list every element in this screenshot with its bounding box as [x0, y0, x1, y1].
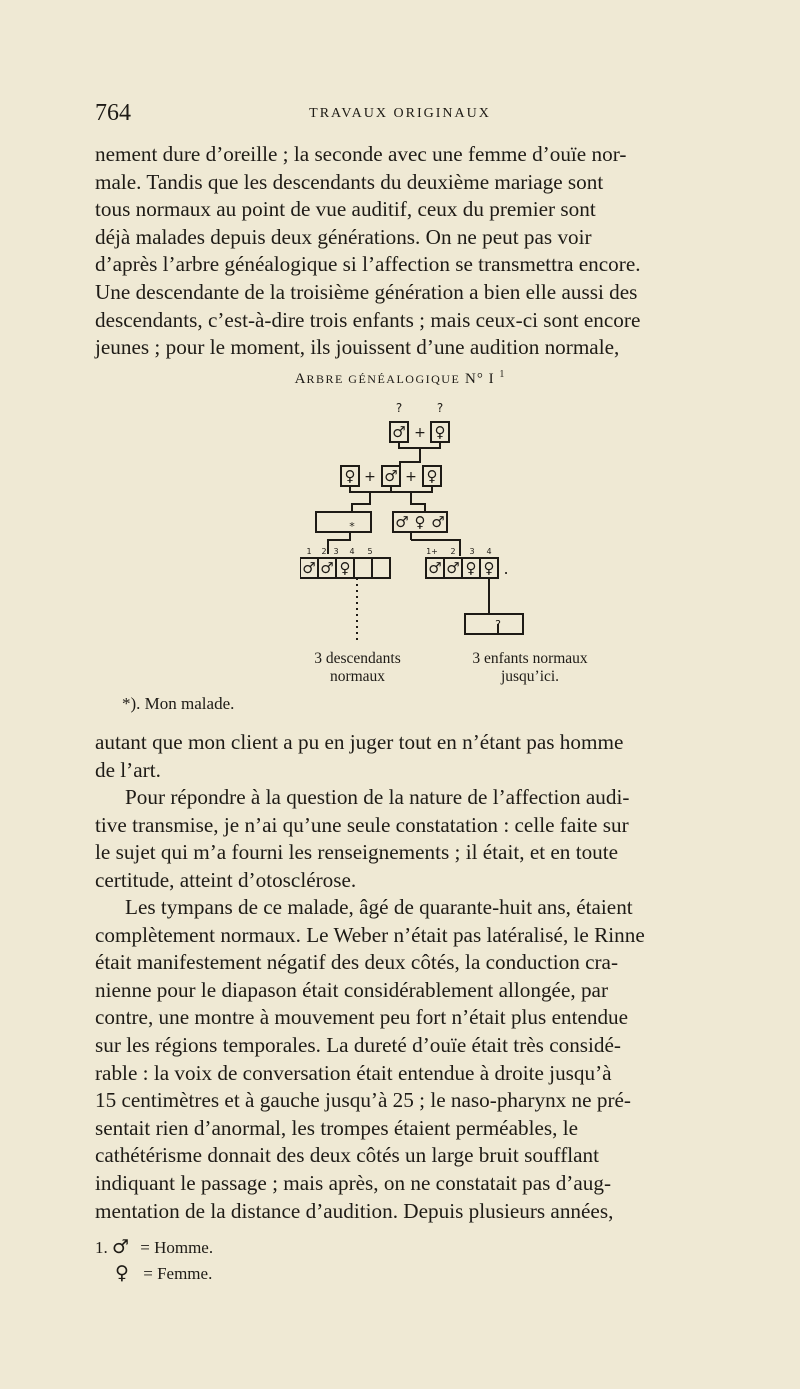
gen3-children-box-left — [316, 512, 371, 532]
tree-title-initial: A — [294, 371, 307, 387]
child-number: 3 — [333, 547, 339, 556]
unknown-mark: ? — [395, 401, 403, 415]
text-line: sur les régions temporales. La dureté d’ouïe était très considé- — [95, 1032, 621, 1057]
page-number: 764 — [95, 100, 131, 126]
footnote-number: 1. — [95, 1238, 108, 1257]
child-number: 4 — [486, 547, 492, 556]
male-icon: ♂ — [428, 559, 442, 577]
footnote-male — [95, 1236, 213, 1258]
text-line: déjà malades depuis deux générations. On ne peut pas voir — [95, 224, 592, 249]
text-line: mentation de la distance d’audition. Depuis plusieurs années, — [95, 1198, 614, 1223]
gen3-left-stem — [328, 532, 350, 554]
tree-title-footnote-ref: 1 — [499, 369, 506, 380]
plus-sign: + — [405, 469, 417, 485]
text-line: tive transmise, je n’ai qu’une seule constatation : celle faite sur — [95, 812, 629, 837]
caption-line: jusqu’ici. — [500, 668, 560, 685]
text-line: complètement normaux. Le Weber n’était pas latéralisé, le Rinne — [95, 922, 645, 947]
tree-title-number: N° I — [465, 371, 495, 387]
child-number: 3 — [469, 547, 475, 556]
footnote-female — [115, 1262, 212, 1284]
paragraph-4 — [95, 894, 705, 1225]
male-icon: ♂ — [446, 559, 460, 577]
unknown-mark: ? — [436, 401, 444, 415]
text-line: le sujet qui m’a fourni les renseignements ; il était, et en toute — [95, 840, 619, 865]
text-line: de l’art. — [95, 757, 161, 782]
text-line: indiquant le passage ; mais après, on ne constatait pas d’aug- — [95, 1170, 612, 1195]
female-icon: ♀ — [344, 467, 356, 485]
male-icon: ♂ — [392, 423, 406, 441]
unknown-mark: ? — [495, 618, 501, 631]
text-line: d’après l’arbre généalogique si l’affection se transmettra encore. — [95, 252, 641, 277]
text-line: autant que mon client a pu en juger tout en n’étant pas homme — [95, 730, 624, 754]
text-line: Les tympans de ce malade, âgé de quarante-huit ans, étaient — [125, 895, 633, 919]
plus-sign: + — [414, 425, 426, 441]
footnote-text: = Homme. — [140, 1238, 214, 1257]
plus-sign: + — [364, 469, 376, 485]
star-mark: * — [349, 520, 355, 533]
text-line: cathétérisme donnait des deux côtés un large bruit soufflant — [95, 1143, 600, 1168]
tree-caption-left — [270, 650, 445, 686]
gen5-children-box — [465, 614, 523, 634]
male-icon: ♂ — [112, 1236, 130, 1258]
tree-title — [95, 369, 705, 388]
text-line: tous normaux au point de vue auditif, ceux du premier sont — [95, 197, 596, 222]
text-line: 15 centimètres et à gauche jusqu’à 25 ; le naso-pharynx ne pré- — [95, 1088, 631, 1113]
child-number: 5 — [367, 547, 373, 556]
tree-lines — [300, 422, 523, 644]
text-line: jeunes ; pour le moment, ils jouissent d’une audition normale, — [95, 335, 620, 360]
gen1-connector — [399, 442, 440, 466]
text-line: Une descendante de la troisième génération a bien elle aussi des — [95, 279, 638, 304]
text-line: rable : la voix de conversation était entendue à droite jusqu’à — [95, 1060, 612, 1085]
male-icon: ♂ — [395, 513, 409, 531]
caption-line: 3 descendants — [314, 650, 401, 667]
female-icon: ♀ — [426, 467, 438, 485]
text-line: était manifestement négatif des deux côtés, la conduction cra- — [95, 950, 619, 975]
paragraph-1 — [95, 141, 705, 362]
text-line: certitude, atteint d’otosclérose. — [95, 867, 357, 892]
text-line: sentait rien d’anormal, les trompes étaient perméables, le — [95, 1115, 579, 1140]
paragraph-3 — [95, 784, 705, 894]
child-number: 1 — [306, 547, 312, 556]
gen2-right-connector — [391, 486, 432, 512]
paragraph-2 — [95, 729, 705, 784]
male-icon: ♂ — [384, 467, 398, 485]
text-line: descendants, c’est-à-dire trois enfants ; mais ceux-ci sont encore — [95, 307, 641, 332]
genealogical-tree-diagram — [300, 390, 580, 650]
tree-caption-right — [430, 650, 630, 686]
child-number: 4 — [349, 547, 355, 556]
caption-line: 3 enfants normaux — [472, 650, 588, 667]
text-line: contre, une montre à mouvement peu fort n’était plus entendue — [95, 1005, 629, 1030]
child-number: 2 — [450, 547, 456, 556]
male-icon: ♂ — [320, 559, 334, 577]
text-line: nement dure d’oreille ; la seconde avec une femme d’ouïe nor- — [95, 142, 627, 166]
text-line: nienne pour le diapason était considérablement allongée, par — [95, 977, 609, 1002]
tree-note: *). Mon malade. — [122, 694, 235, 713]
footnote-text: = Femme. — [143, 1264, 213, 1283]
tree-title-text: RBRE GÉNÉALOGIQUE — [306, 372, 461, 386]
gen2-left-connector — [350, 486, 391, 512]
female-icon: ♀ — [414, 513, 426, 531]
page-header — [95, 100, 705, 130]
female-icon: ♀ — [115, 1262, 129, 1284]
female-icon: ♀ — [339, 559, 351, 577]
caption-line: normaux — [329, 668, 386, 685]
child-number: 2 — [321, 547, 327, 556]
text-line: Pour répondre à la question de la nature de l’affection audi- — [125, 785, 630, 809]
male-icon: ♂ — [302, 559, 316, 577]
period-mark: . — [503, 559, 509, 578]
text-line: male. Tandis que les descendants du deuxième mariage sont — [95, 169, 604, 194]
female-icon: ♀ — [465, 559, 477, 577]
child-number: 1+ — [426, 547, 438, 556]
running-title: TRAVAUX ORIGINAUX — [309, 106, 491, 121]
female-icon: ♀ — [483, 559, 495, 577]
male-icon: ♂ — [431, 513, 445, 531]
female-icon: ♀ — [434, 423, 446, 441]
